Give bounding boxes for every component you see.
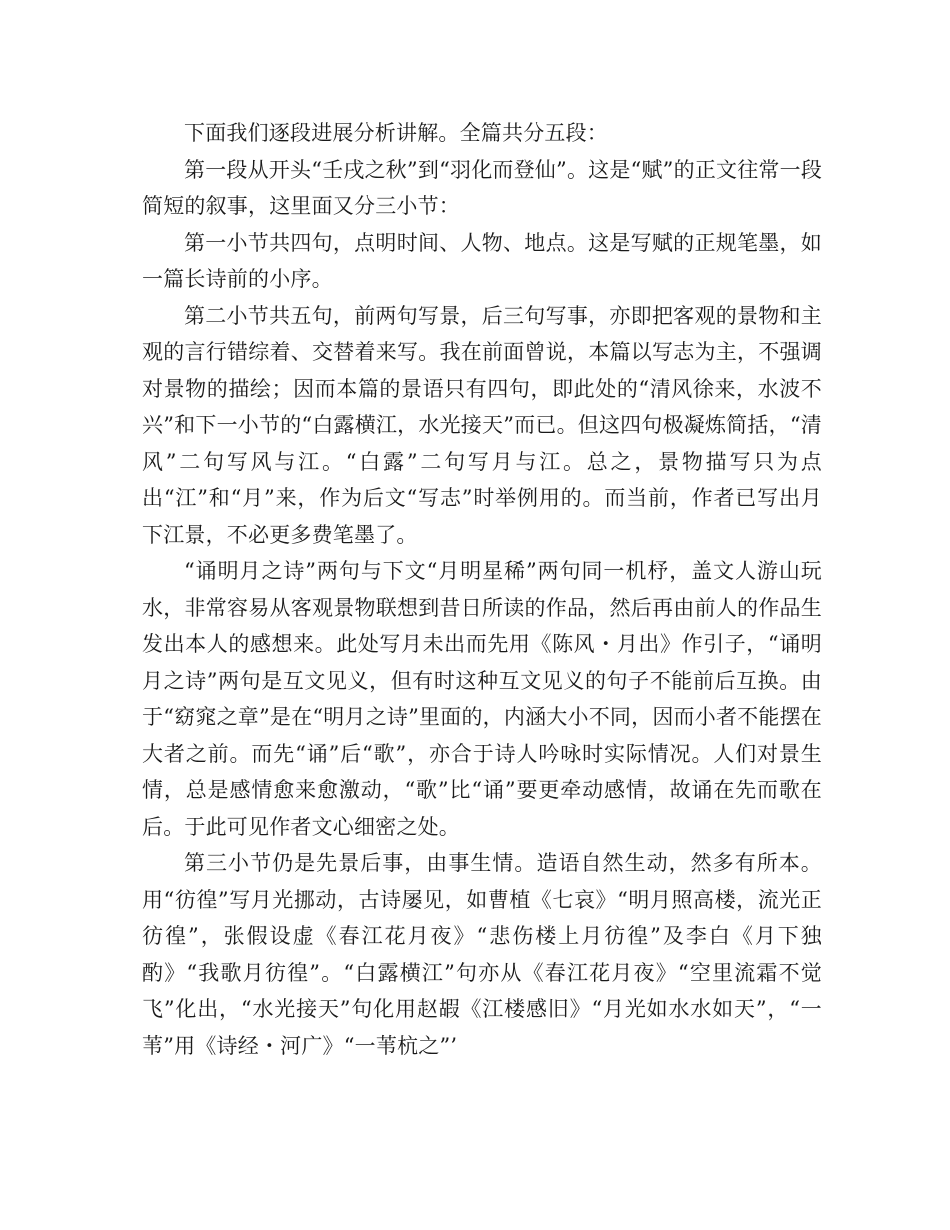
paragraph-subsection-one: 第一小节共四句，点明时间、人物、地点。这是写赋的正规笔墨，如一篇长诗前的小序。 [142, 230, 822, 291]
paragraph-subsection-three: 第三小节仍是先景后事，由事生情。造语自然生动，然多有所本。用“彷徨”写月光挪动，古诗屡见，如曹植《七哀》“明月照高楼，流光正彷徨”，张假设虚《春江花月夜》“悲伤楼上月彷徨”及李白《月下独酌》“我歌月彷徨”。“白露横江”句亦从《春江花月夜》“空里流霜不觉飞”化出，“水光接天”句化用赵嘏《江楼感旧》“月光如水水如天”，“一苇”用《诗经・河广》“一苇杭之”’ [142, 851, 822, 1058]
paragraph-recite-moon-poem: “诵明月之诗”两句与下文“月明星稀”两句同一机杼，盖文人游山玩水，非常容易从客观景物联想到昔日所读的作品，然后再由前人的作品生发出本人的感想来。此处写月未出而先用《陈风・月出》作引子，“诵明月之诗”两句是互文见义，但有时这种互文见义的句子不能前后互换。由于“窈窕之章”是在“明月之诗”里面的，内涵大小不同，因而小者不能摆在大者之前。而先“诵”后“歌”，亦合于诗人吟咏时实际情况。人们对景生情，总是感情愈来愈激动，“歌”比“诵”要更牵动感情，故诵在先而歌在后。于此可见作者文心细密之处。 [142, 559, 822, 839]
paragraph-intro: 下面我们逐段进展分析讲解。全篇共分五段： [184, 121, 608, 145]
document-body [142, 115, 822, 1064]
paragraph-section-one: 第一段从开头“壬戌之秋”到“羽化而登仙”。这是“赋”的正文往常一段简短的叙事，这里面又分三小节： [142, 157, 823, 218]
paragraph-subsection-two: 第二小节共五句，前两句写景，后三句写事，亦即把客观的景物和主观的言行错综着、交替着来写。我在前面曾说，本篇以写志为主，不强调对景物的描绘；因而本篇的景语只有四句，即此处的“清风徐来，水波不兴”和下一小节的“白露横江，水光接天”而已。但这四句极凝炼简括，“清风”二句写风与江。“白露”二句写月与江。总之，景物描写只为点出“江”和“月”来，作为后文“写志”时举例用的。而当前，作者已写出月下江景，不必更多费笔墨了。 [142, 303, 822, 547]
